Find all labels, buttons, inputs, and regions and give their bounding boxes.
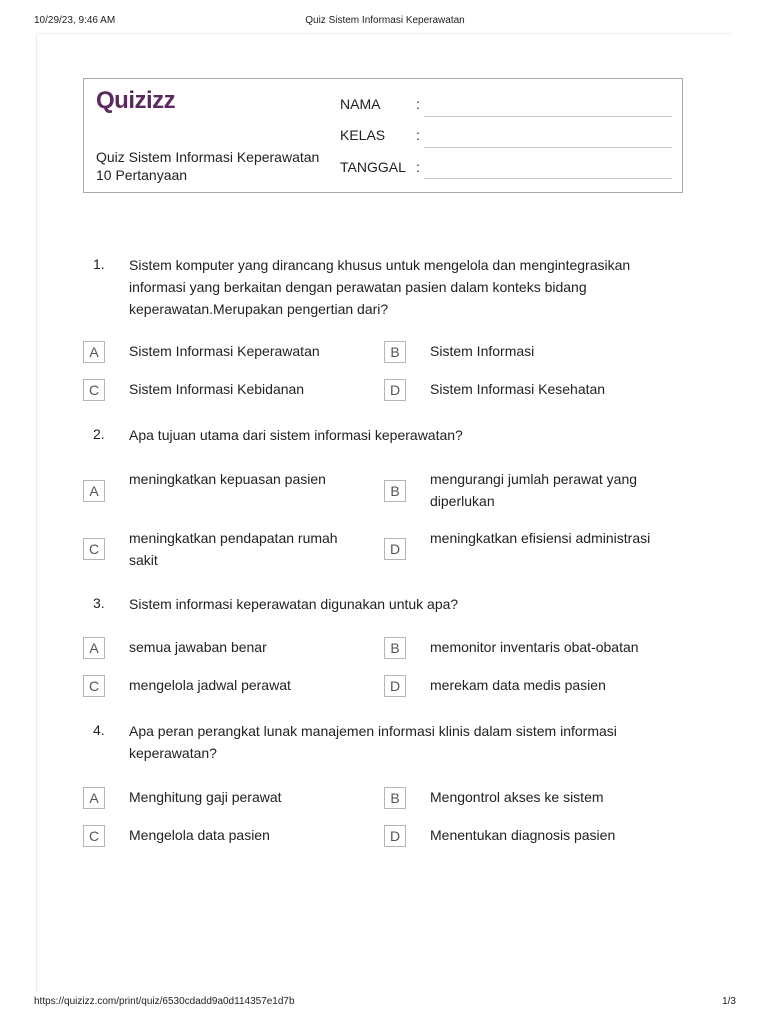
option-letter-box: A [83, 341, 105, 363]
question-text: Sistem komputer yang dirancang khusus untuk mengelola dan mengintegrasikan informasi yang berkaitan dengan perawatan pasien dalam konteks bidang keperawatan.Merupakan pengertian dari? [129, 257, 631, 317]
option-text: Menghitung gaji perawat [129, 789, 282, 805]
option-text: Sistem Informasi [430, 343, 535, 359]
question-number: 1. [93, 256, 105, 272]
option-letter-box: B [384, 787, 406, 809]
quiz-title: Quiz Sistem Informasi Keperawatan [96, 149, 320, 165]
nama-line[interactable] [424, 116, 672, 117]
option-letter-box: C [83, 379, 105, 401]
option-letter-box: B [384, 637, 406, 659]
field-colon: : [416, 127, 420, 143]
kelas-line[interactable] [424, 147, 672, 148]
question-text: Apa peran perangkat lunak manajemen informasi klinis dalam sistem informasi keperawatan? [129, 723, 617, 761]
print-datetime: 10/29/23, 9:46 AM [34, 15, 116, 26]
option-letter-box: B [384, 341, 406, 363]
quiz-info-box [83, 78, 683, 193]
print-url: https://quizizz.com/print/quiz/6530cdadd9a0d114357e1d7b [34, 996, 295, 1007]
option-text: Mengontrol akses ke sistem [430, 789, 604, 805]
question-count: 10 Pertanyaan [96, 167, 188, 183]
option-text: Sistem Informasi Keperawatan [129, 343, 320, 359]
option-letter-box: B [384, 480, 406, 502]
option-text: meningkatkan kepuasan pasien [129, 471, 326, 487]
option-letter-box: C [83, 825, 105, 847]
question-text: Sistem informasi keperawatan digunakan untuk apa? [129, 596, 459, 612]
option-text: Sistem Informasi Kesehatan [430, 381, 606, 397]
field-label-kelas: KELAS [340, 127, 386, 143]
field-label-tanggal: TANGGAL [340, 159, 406, 175]
option-text: Mengelola data pasien [129, 827, 270, 843]
print-header [34, 15, 736, 29]
option-text: meningkatkan pendapatan rumah sakit [129, 530, 338, 568]
option-letter-box: D [384, 538, 406, 560]
option-text: semua jawaban benar [129, 639, 267, 655]
option-text: Menentukan diagnosis pasien [430, 827, 616, 843]
option-text: memonitor inventaris obat-obatan [430, 639, 639, 655]
quizizz-logo: Quizizz [96, 87, 176, 114]
print-footer [34, 996, 736, 1010]
option-text: merekam data medis pasien [430, 677, 606, 693]
question-number: 3. [93, 595, 105, 611]
option-text: meningkatkan efisiensi administrasi [430, 530, 651, 546]
option-letter-box: D [384, 675, 406, 697]
option-letter-box: C [83, 538, 105, 560]
option-letter-box: D [384, 379, 406, 401]
option-letter-box: A [83, 637, 105, 659]
field-colon: : [416, 96, 420, 112]
option-letter-box: A [83, 480, 105, 502]
question-number: 4. [93, 722, 105, 738]
question-text: Apa tujuan utama dari sistem informasi keperawatan? [129, 427, 463, 443]
page-indicator: 1/3 [722, 996, 736, 1007]
field-label-nama: NAMA [340, 96, 381, 112]
print-title: Quiz Sistem Informasi Keperawatan [305, 15, 465, 26]
option-letter-box: D [384, 825, 406, 847]
option-text: Sistem Informasi Kebidanan [129, 381, 305, 397]
option-text: mengurangi jumlah perawat yang diperlukan [430, 471, 638, 509]
option-letter-box: A [83, 787, 105, 809]
field-colon: : [416, 159, 420, 175]
question-number: 2. [93, 426, 105, 442]
option-letter-box: C [83, 675, 105, 697]
tanggal-line[interactable] [424, 178, 672, 179]
option-text: mengelola jadwal perawat [129, 677, 291, 693]
